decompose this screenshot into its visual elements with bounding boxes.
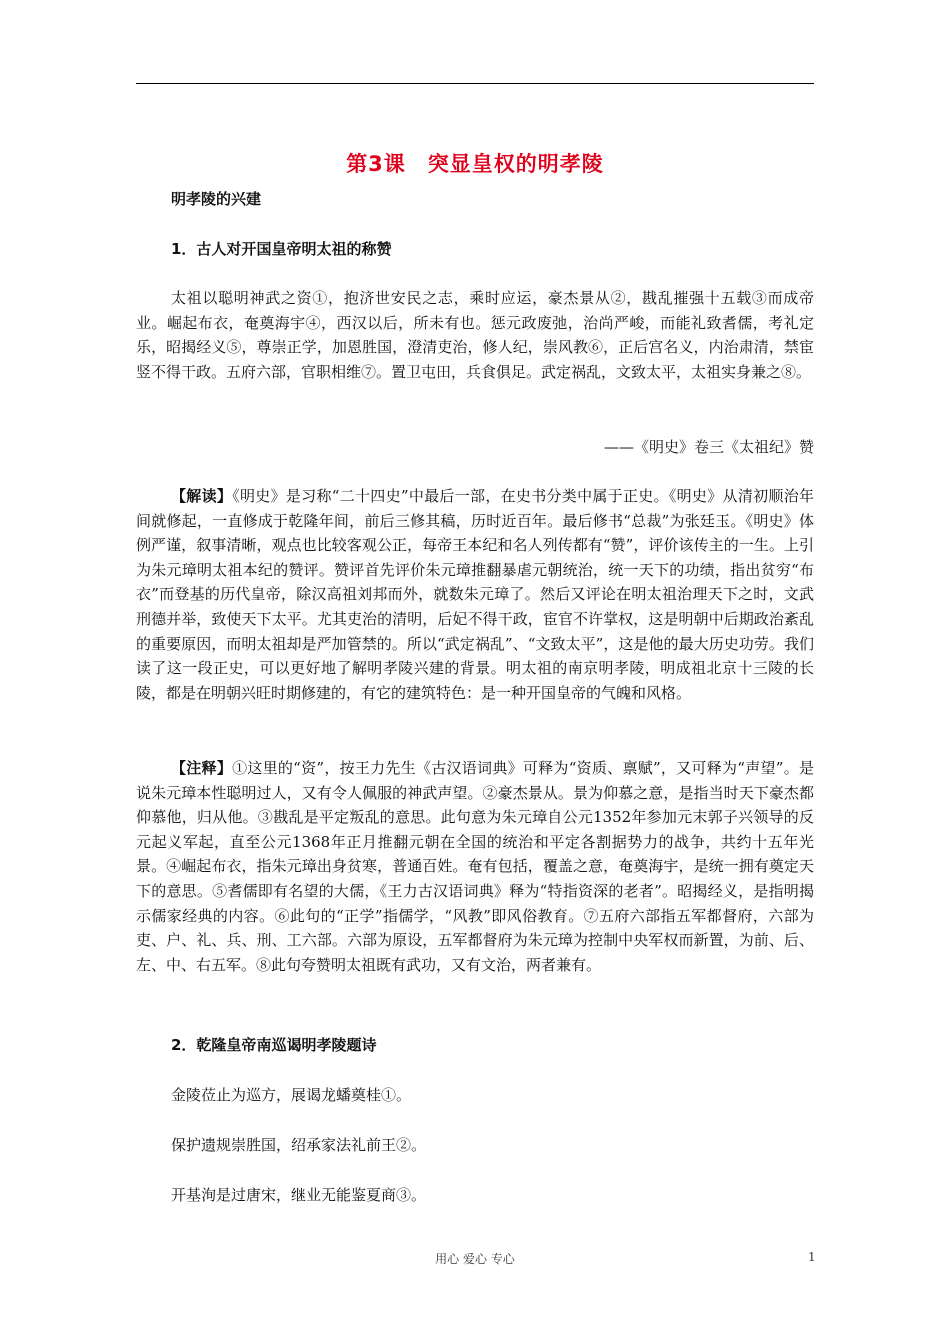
footer-text: 用心 爱心 专心 xyxy=(435,1252,515,1266)
notes-label: 【注释】 xyxy=(171,759,233,777)
page-number: 1 xyxy=(808,1250,816,1264)
quote-source: ——《明史》卷三《太祖纪》赞 xyxy=(603,438,814,456)
poem-line: 保护遗规崇胜国，绍承家法礼前王②。 xyxy=(171,1136,427,1154)
interpretation-label: 【解读】 xyxy=(171,487,233,505)
interpretation-text: 《明史》是习称“二十四史”中最后一部，在史书分类中属于正史。《明史》从清初顺治年间就修起，一直修成于乾隆年间，前后三修其稿，历时近百年。最后修书“总裁”为张廷玉。《明史》体例严谨，叙事清晰，观点也比较客观公正，每帝王本纪和名人列传都有“赞”，评价该传主的一生。上引为朱元璋明太祖本纪的赞评。赞评首先评价朱元璋推翻暴虐元朝统治，统一天下的功绩，指出贫穷“布衣”而登基的历代皇帝，除汉高祖刘邦而外，就数朱元璋了。然后又评论在明太祖治理天下之时，文武刑德并举，致使天下太平。尤其吏治的清明，后妃不得干政，宦官不许掌权，这是明朝中后期政治紊乱的重要原因，而明太祖却是严加管禁的。所以“武定祸乱”、“文致太平”，这是他的最大历史功劳。我们读了这一段正史，可以更好地了解明孝陵兴建的背景。明太祖的南京明孝陵，明成祖北京十三陵的长陵，都是在明朝兴旺时期修建的，有它的建筑特色：是一种开国皇帝的气魄和风格。 xyxy=(136,487,814,702)
quote-paragraph: 太祖以聪明神武之资①，抱济世安民之志，乘时应运，豪杰景从②，戡乱摧强十五载③而成帝业。崛起布衣，奄奠海宇④，西汉以后，所未有也。惩元政废弛，治尚严峻，而能礼致耆儒，考礼定乐，昭揭经义⑤，尊崇正学，加恩胜国，澄清吏治，修人纪，崇风教⑥，正后宫名义，内治肃清，禁宦竖不得干政。五府六部，官职相维⑦。置卫屯田，兵食俱足。武定祸乱，文致太平，太祖实身兼之⑧。 xyxy=(136,289,814,381)
notes-text: ①这里的“资”，按王力先生《古汉语词典》可释为“资质、禀赋”，又可释为“声望”。是说朱元璋本性聪明过人，又有令人佩服的神武声望。②豪杰景从。景为仰慕之意，是指当时天下豪杰都仰慕他，归从他。③戡乱是平定叛乱的意思。此句意为朱元璋自公元1352年参加元末郭子兴领导的反元起义军起，直至公元1368年正月推翻元朝在全国的统治和平定各割据势力的战争，共约十五年光景。④崛起布衣，指朱元璋出身贫寒，普通百姓。奄有包括，覆盖之意，奄奠海宇，是统一拥有奠定天下的意思。⑤耆儒即有名望的大儒，《王力古汉语词典》释为“特指资深的老者”。昭揭经义，是指明揭示儒家经典的内容。⑥此句的“正学”指儒学，“风教”即风俗教育。⑦五府六部指五军都督府，六部为吏、户、礼、兵、刑、工六部。六部为原设，五军都督府为朱元璋为控制中央军权而新置，为前、后、左、中、右五军。⑧此句夸赞明太祖既有武功，又有文治，两者兼有。 xyxy=(136,759,814,974)
poem-line: 开基洵是过唐宋，继业无能鉴夏商③。 xyxy=(171,1186,427,1204)
page-title: 第3课 突显皇权的明孝陵 xyxy=(346,152,604,176)
item1-heading: 1．古人对开国皇帝明太祖的称赞 xyxy=(171,240,392,258)
notes-paragraph xyxy=(136,756,814,977)
interpretation-paragraph xyxy=(136,484,814,705)
poem-line: 金陵莅止为巡方，展谒龙蟠奠桂①。 xyxy=(171,1086,412,1104)
section-heading: 明孝陵的兴建 xyxy=(171,190,262,208)
header-rule xyxy=(136,83,814,84)
item2-heading: 2．乾隆皇帝南巡谒明孝陵题诗 xyxy=(171,1036,377,1054)
